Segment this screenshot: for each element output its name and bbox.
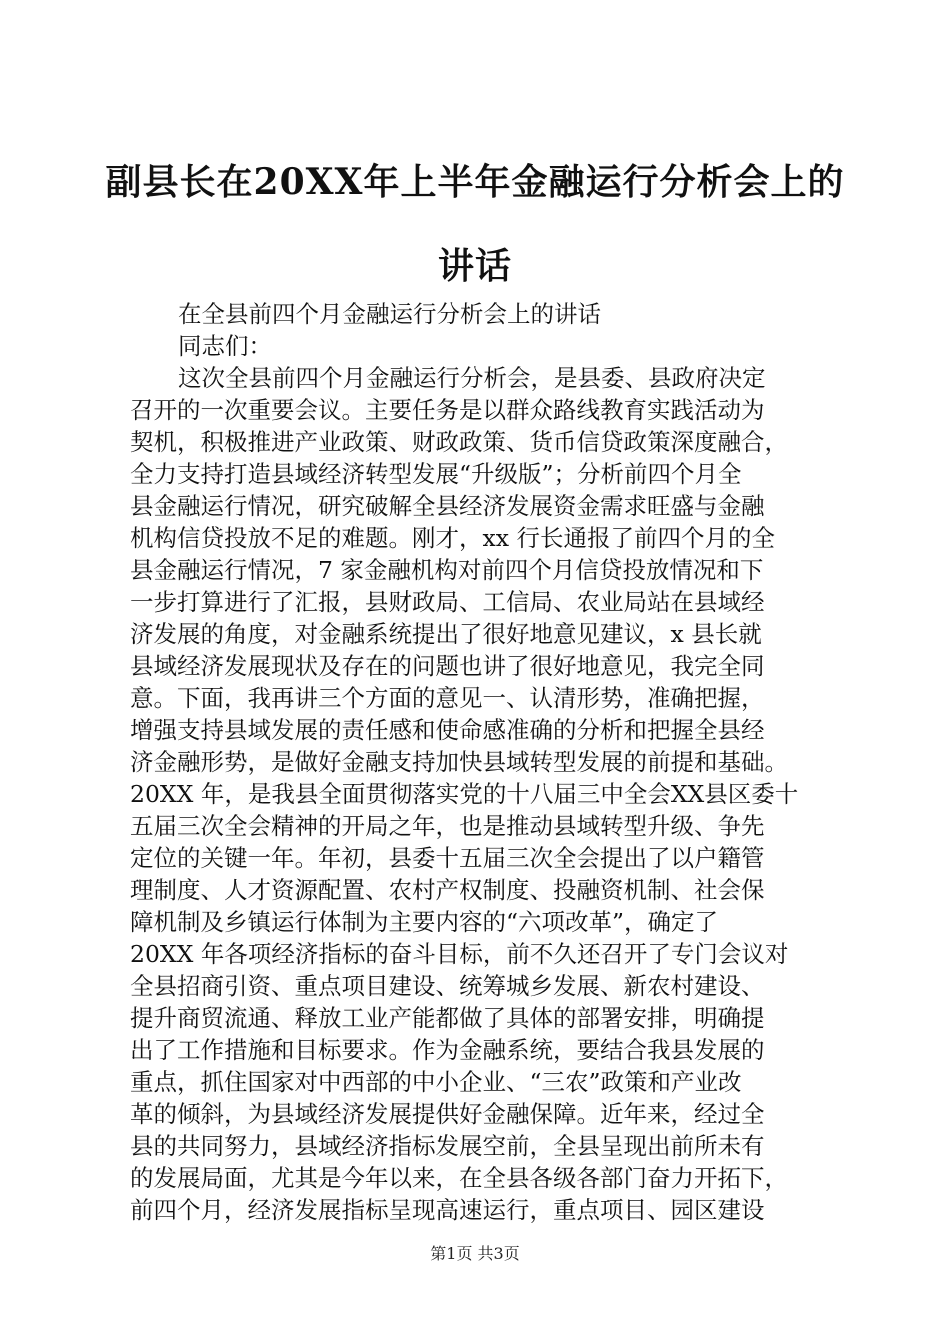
paragraph-line: 革的倾斜，为县域经济发展提供好金融保障。近年来，经过全	[130, 1100, 765, 1128]
paragraph-line: 召开的一次重要会议。主要任务是以群众路线教育实践活动为	[130, 396, 765, 424]
paragraph-line: 县金融运行情况，研究破解全县经济发展资金需求旺盛与金融	[130, 492, 765, 520]
paragraph-line: 全力支持打造县域经济转型发展“升级版”；分析前四个月全	[130, 460, 742, 488]
paragraph-line: 增强支持县域发展的责任感和使命感准确的分析和把握全县经	[130, 716, 765, 744]
paragraph-line: 济发展的角度，对金融系统提出了很好地意见建议，x 县长就	[130, 620, 762, 648]
document-subtitle: 在全县前四个月金融运行分析会上的讲话	[178, 300, 601, 328]
paragraph-line: 全县招商引资、重点项目建设、统筹城乡发展、新农村建设、	[130, 972, 765, 1000]
paragraph-line: 县域经济发展现状及存在的问题也讲了很好地意见，我完全同	[130, 652, 765, 680]
paragraph-line: 县金融运行情况，7 家金融机构对前四个月信贷投放情况和下	[130, 556, 764, 584]
paragraph-line: 契机，积极推进产业政策、财政政策、货币信贷政策深度融合，	[130, 428, 788, 456]
paragraph-line: 机构信贷投放不足的难题。刚才，xx 行长通报了前四个月的全	[130, 524, 775, 552]
page-number-label: 第1页 共3页	[430, 1244, 520, 1263]
paragraph-line: 济金融形势，是做好金融支持加快县域转型发展的前提和基础。	[130, 748, 788, 776]
paragraph-line: 障机制及乡镇运行体制为主要内容的“六项改革”，确定了	[130, 908, 719, 936]
paragraph-line: 县的共同努力，县域经济指标发展空前，全县呈现出前所未有	[130, 1132, 765, 1160]
paragraph-line: 20XX 年各项经济指标的奋斗目标，前不久还召开了专门会议对	[130, 940, 789, 968]
document-title-line-2: 讲话	[437, 245, 512, 287]
paragraph-line: 重点，抓住国家对中西部的中小企业、“三农”政策和产业改	[130, 1068, 742, 1096]
paragraph-line: 20XX 年，是我县全面贯彻落实党的十八届三中全会XX县区委十	[130, 780, 799, 808]
paragraph-line: 五届三次全会精神的开局之年，也是推动县域转型升级、争先	[130, 812, 765, 840]
page-footer	[0, 1244, 950, 1264]
document-salutation: 同志们：	[178, 332, 272, 360]
paragraph-line: 定位的关键一年。年初，县委十五届三次全会提出了以户籍管	[130, 844, 765, 872]
paragraph-line: 前四个月，经济发展指标呈现高速运行，重点项目、园区建设	[130, 1196, 765, 1224]
document-title-line-1: 副县长在20XX年上半年金融运行分析会上的	[105, 161, 845, 203]
document-body	[130, 298, 830, 1226]
paragraph-line: 这次全县前四个月金融运行分析会，是县委、县政府决定	[178, 364, 766, 392]
paragraph-line: 的发展局面，尤其是今年以来，在全县各级各部门奋力开拓下，	[130, 1164, 788, 1192]
paragraph-line: 理制度、人才资源配置、农村产权制度、投融资机制、社会保	[130, 876, 765, 904]
paragraph-line: 意。下面，我再讲三个方面的意见一、认清形势，准确把握，	[130, 684, 765, 712]
paragraph-line: 出了工作措施和目标要求。作为金融系统，要结合我县发展的	[130, 1036, 765, 1064]
paragraph-line: 一步打算进行了汇报，县财政局、工信局、农业局站在县域经	[130, 588, 765, 616]
paragraph-line: 提升商贸流通、释放工业产能都做了具体的部署安排，明确提	[130, 1004, 765, 1032]
